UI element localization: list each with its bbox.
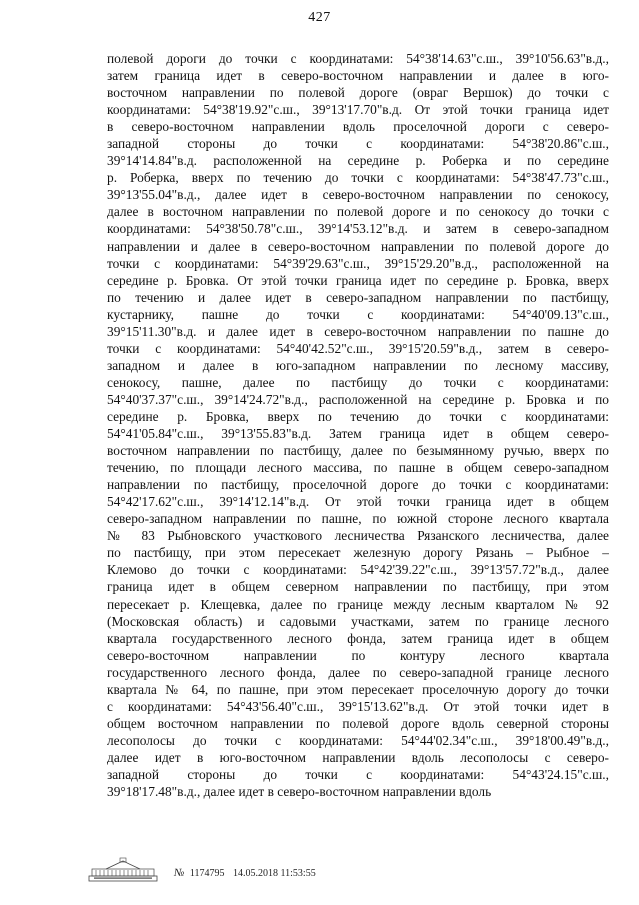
text-line: квартала государственного лесного фонда, затем граница идет в общем: [107, 630, 609, 646]
text-line: середине р. Бровка. От этой точки граница идет по середине р. Бровка, вверх: [107, 272, 609, 288]
text-line: по течению и далее идет в северо-западном направлении по пастбищу,: [107, 289, 609, 305]
footer-registration-info: [174, 867, 316, 879]
document-time: 11:53:55: [280, 868, 316, 879]
text-line: граница идет в общем северном направлении по пастбищу, при этом: [107, 579, 609, 595]
text-line: по пастбищу, при этом пересекает железную дорогу Рязань – Рыбное –: [107, 545, 609, 561]
text-line: в северо-восточном направлении вдоль проселочной дороги с северо-: [107, 119, 609, 135]
text-line: северо-западном направлении по пашне, по южной стороне лесного квартала: [107, 511, 609, 527]
text-line: восточном направлении по пастбищу, далее по безымянному ручью, вверх по: [107, 443, 609, 459]
page-number: 427: [308, 10, 331, 25]
text-line: общем восточном направлении по полевой дороге вдоль северной стороны: [107, 715, 609, 731]
text-line: квартала № 64, по пашне, при этом пересекает проселочную дорогу до точки: [107, 681, 609, 697]
text-line: (Московская область) и садовыми участками, затем по границе лесного: [107, 613, 609, 629]
text-line: 39°15'11.30"в.д. и далее идет в северо-восточном направлении по пашне до: [107, 323, 609, 339]
text-line: координатами: 54°38'19.92"с.ш., 39°13'17.70"в.д. От этой точки граница идет: [107, 102, 609, 118]
text-line: сенокосу, пашне, далее по пастбищу до точки с координатами:: [107, 374, 609, 390]
document-body-text: [107, 50, 609, 800]
text-line: западном и далее в юго-западном направлении по лесному массиву,: [107, 357, 609, 373]
text-line: 54°41'05.84"с.ш., 39°13'55.83"в.д. Затем граница идет в общем северо-: [107, 426, 609, 442]
text-line: затем граница идет в северо-восточном направлении и далее в юго-: [107, 68, 609, 84]
document-footer: [88, 857, 548, 885]
text-line: северо-восточном направлении по контуру лесного квартала: [107, 647, 609, 663]
text-line: далее в восточном направлении по полевой дороге и по сенокосу до точки с: [107, 204, 609, 220]
text-line: 54°42'17.62"с.ш., 39°14'12.14"в.д. От этой точки граница идет в общем: [107, 494, 609, 510]
text-line: направлении и далее в северо-восточном направлении по полевой дороге до: [107, 238, 609, 254]
text-line: 39°18'17.48"в.д., далее идет в северо-восточном направлении вдоль: [107, 784, 492, 800]
text-line: Клемово до точки с координатами: 54°42'39.22"с.ш., 39°13'57.72"в.д., далее: [107, 562, 609, 578]
number-sign: №: [174, 867, 185, 879]
text-line: восточном направлении по полевой дороге (овраг Вершок) до точки с: [107, 85, 609, 101]
text-line: точки с координатами: 54°40'42.52"с.ш., 39°15'20.59"в.д., затем в северо-: [107, 340, 609, 356]
text-line: государственного лесного фонда, далее по северо-западной границе лесного: [107, 664, 609, 680]
text-line: течению, по площади лесного массива, по пашне в общем северо-западном: [107, 460, 609, 476]
text-line: 54°40'37.37"с.ш., 39°14'24.72"в.д., расположенной на середине р. Бровка и по: [107, 391, 609, 407]
text-line: направлении по пастбищу, проселочной дороге до точки с координатами:: [107, 477, 609, 493]
building-stamp-icon: [88, 857, 158, 883]
text-line: лесополосы до точки с координатами: 54°44'02.34"с.ш., 39°18'00.49"в.д.,: [107, 732, 609, 748]
text-line: полевой дороги до точки с координатами: 54°38'14.63"с.ш., 39°10'56.63"в.д.,: [107, 51, 609, 66]
text-line: пересекает р. Клещевка, далее по границе между лесным кварталом № 92: [107, 596, 609, 612]
text-line: далее идет в юго-восточном направлении вдоль лесополосы с северо-: [107, 749, 609, 765]
text-line: точки с координатами: 54°39'29.63"с.ш., 39°15'29.20"в.д., расположенной на: [107, 255, 609, 271]
text-line: координатами: 54°38'50.78"с.ш., 39°14'53.12"в.д. и затем в северо-западном: [107, 221, 609, 237]
text-line: западной стороны до точки с координатами: 54°43'24.15"с.ш.,: [107, 766, 609, 782]
text-line: западной стороны до точки с координатами: 54°38'20.86"с.ш.,: [107, 136, 609, 152]
text-line: 39°13'55.04"в.д., далее идет в северо-восточном направлении по сенокосу,: [107, 187, 609, 203]
text-line: 39°14'14.84"в.д. расположенной на середине р. Роберка и по середине: [107, 153, 609, 169]
text-line: № 83 Рыбновского участкового лесничества Рязанского лесничества, далее: [107, 528, 609, 544]
document-number: 1174795: [189, 868, 225, 879]
document-date: 14.05.2018: [233, 868, 279, 879]
text-line: р. Роберка, вверх по течению до точки с координатами: 54°38'47.73"с.ш.,: [107, 170, 609, 186]
text-line: с координатами: 54°43'56.40"с.ш., 39°15'13.62"в.д. От этой точки идет в: [107, 698, 609, 714]
text-line: кустарнику, пашне до точки с координатами: 54°40'09.13"с.ш.,: [107, 306, 609, 322]
text-line: середине р. Бровка, вверх по течению до точки с координатами:: [107, 408, 609, 424]
